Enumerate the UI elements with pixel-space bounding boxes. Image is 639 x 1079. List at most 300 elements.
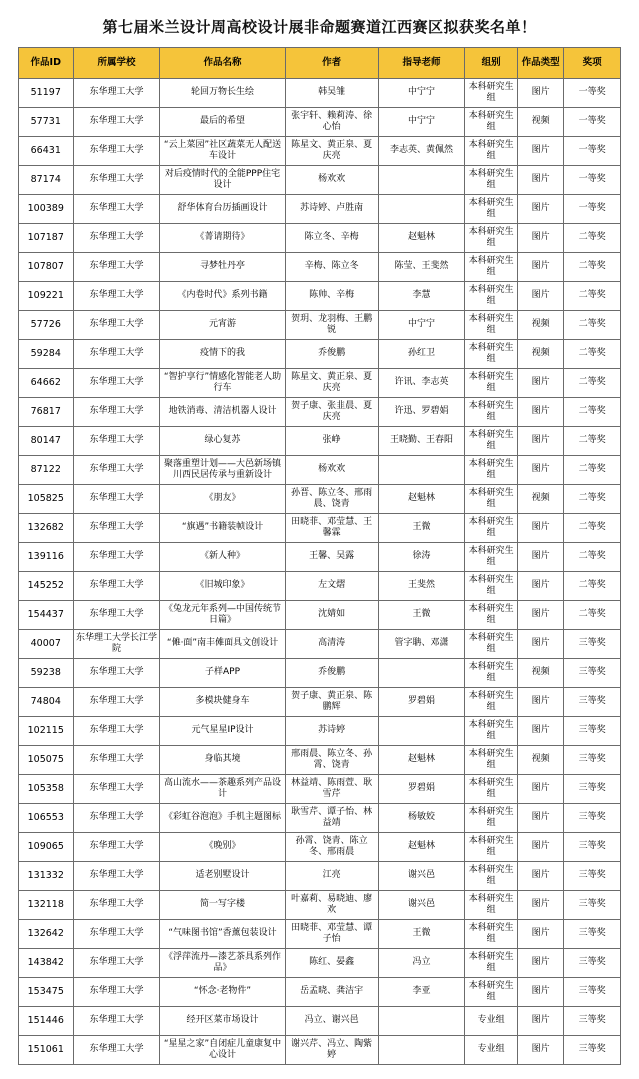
cell-school: 东华理工大学 (73, 746, 160, 775)
cell-author: 耿雪芹、谭子怡、林益靖 (285, 804, 378, 833)
cell-teacher: 谢兴邑 (378, 862, 465, 891)
table-row (19, 166, 621, 195)
cell-school: 东华理工大学 (73, 543, 160, 572)
cell-school: 东华理工大学 (73, 108, 160, 137)
cell-teacher (378, 1007, 465, 1036)
table-row (19, 775, 621, 804)
table-row (19, 456, 621, 485)
cell-school: 东华理工大学 (73, 369, 160, 398)
cell-work-id: 151061 (19, 1036, 74, 1065)
cell-work-id: 105075 (19, 746, 74, 775)
cell-group: 本科研究生组 (465, 949, 518, 978)
cell-work-name: 《浮萍流丹—漆艺茶具系列作品》 (160, 949, 285, 978)
cell-teacher: 李亚 (378, 978, 465, 1007)
cell-group: 本科研究生组 (465, 630, 518, 659)
cell-author: 贺子康、黄正泉、陈鹏辉 (285, 688, 378, 717)
cell-group: 本科研究生组 (465, 891, 518, 920)
cell-author: 陈帅、辛梅 (285, 282, 378, 311)
cell-work-id: 59284 (19, 340, 74, 369)
table-row (19, 630, 621, 659)
cell-prize: 三等奖 (564, 746, 621, 775)
cell-teacher: 王微 (378, 514, 465, 543)
cell-prize: 三等奖 (564, 804, 621, 833)
table-row (19, 108, 621, 137)
cell-school: 东华理工大学 (73, 1007, 160, 1036)
cell-group: 专业组 (465, 1036, 518, 1065)
cell-author: 杨欢欢 (285, 166, 378, 195)
table-row (19, 369, 621, 398)
cell-prize: 三等奖 (564, 920, 621, 949)
table-row (19, 543, 621, 572)
cell-prize: 三等奖 (564, 862, 621, 891)
cell-prize: 一等奖 (564, 108, 621, 137)
cell-work-name: “气味图书馆”香薰包装设计 (160, 920, 285, 949)
cell-prize: 二等奖 (564, 543, 621, 572)
cell-work-type: 视频 (517, 659, 563, 688)
cell-work-type: 图片 (517, 717, 563, 746)
cell-group: 本科研究生组 (465, 775, 518, 804)
cell-author: 张峥 (285, 427, 378, 456)
cell-work-type: 视频 (517, 485, 563, 514)
cell-work-id: 76817 (19, 398, 74, 427)
cell-author: 江亮 (285, 862, 378, 891)
cell-group: 本科研究生组 (465, 311, 518, 340)
cell-work-type: 图片 (517, 456, 563, 485)
cell-prize: 二等奖 (564, 340, 621, 369)
cell-school: 东华理工大学 (73, 340, 160, 369)
table-row (19, 659, 621, 688)
cell-school: 东华理工大学 (73, 862, 160, 891)
cell-work-name: 高山流水——茶趣系列产品设计 (160, 775, 285, 804)
cell-work-name: 绿心复苏 (160, 427, 285, 456)
cell-author: 张宇轩、赖莉涛、徐心怡 (285, 108, 378, 137)
cell-work-id: 139116 (19, 543, 74, 572)
cell-school: 东华理工大学 (73, 485, 160, 514)
cell-school: 东华理工大学 (73, 311, 160, 340)
cell-work-name: 《兔龙元年系列—中国传统节日篇》 (160, 601, 285, 630)
cell-teacher: 王微 (378, 920, 465, 949)
table-row (19, 717, 621, 746)
cell-work-name: 聚落重塑计划——大邑新场镇川西民居传承与重新设计 (160, 456, 285, 485)
cell-author: 高清涛 (285, 630, 378, 659)
cell-prize: 二等奖 (564, 369, 621, 398)
cell-work-type: 图片 (517, 195, 563, 224)
cell-work-id: 57726 (19, 311, 74, 340)
cell-work-type: 图片 (517, 833, 563, 862)
cell-work-type: 视频 (517, 311, 563, 340)
cell-work-id: 106553 (19, 804, 74, 833)
cell-author: 王馨、吴露 (285, 543, 378, 572)
cell-work-id: 100389 (19, 195, 74, 224)
cell-school: 东华理工大学 (73, 717, 160, 746)
cell-school: 东华理工大学 (73, 166, 160, 195)
cell-group: 本科研究生组 (465, 195, 518, 224)
cell-author: 贺子康、张韭晨、夏庆亮 (285, 398, 378, 427)
cell-prize: 一等奖 (564, 79, 621, 108)
cell-teacher (378, 166, 465, 195)
cell-work-name: 《新人种》 (160, 543, 285, 572)
cell-author: 林益靖、陈雨萱、耿雪芹 (285, 775, 378, 804)
cell-teacher: 中宁宁 (378, 108, 465, 137)
cell-teacher (378, 717, 465, 746)
cell-teacher: 孙红卫 (378, 340, 465, 369)
cell-work-type: 图片 (517, 1007, 563, 1036)
cell-group: 本科研究生组 (465, 79, 518, 108)
column-header-group: 组别 (465, 48, 518, 79)
cell-author: 孙霄、饶青、陈立冬、邢雨晨 (285, 833, 378, 862)
cell-work-name: “星星之家”自闭症儿童康复中心设计 (160, 1036, 285, 1065)
cell-group: 本科研究生组 (465, 978, 518, 1007)
cell-group: 本科研究生组 (465, 543, 518, 572)
table-row (19, 1036, 621, 1065)
cell-work-id: 107187 (19, 224, 74, 253)
cell-school: 东华理工大学 (73, 398, 160, 427)
cell-author: 冯立、谢兴邑 (285, 1007, 378, 1036)
cell-work-type: 图片 (517, 1036, 563, 1065)
cell-school: 东华理工大学 (73, 195, 160, 224)
cell-work-id: 143842 (19, 949, 74, 978)
table-body (19, 79, 621, 1065)
table-row (19, 833, 621, 862)
table-row (19, 282, 621, 311)
cell-author: 苏诗婷、卢胜南 (285, 195, 378, 224)
cell-school: 东华理工大学 (73, 804, 160, 833)
cell-work-name: “怀念·老物件” (160, 978, 285, 1007)
cell-prize: 二等奖 (564, 514, 621, 543)
cell-school: 东华理工大学 (73, 920, 160, 949)
cell-prize: 二等奖 (564, 601, 621, 630)
cell-work-name: “云上菜园”社区蔬菜无人配送车设计 (160, 137, 285, 166)
cell-teacher (378, 1036, 465, 1065)
cell-group: 本科研究生组 (465, 224, 518, 253)
cell-work-id: 107807 (19, 253, 74, 282)
cell-work-type: 图片 (517, 978, 563, 1007)
cell-work-id: 59238 (19, 659, 74, 688)
cell-teacher: 许迅、罗碧娟 (378, 398, 465, 427)
cell-group: 本科研究生组 (465, 804, 518, 833)
column-header-work: 作品名称 (160, 48, 285, 79)
cell-teacher: 罗碧娟 (378, 775, 465, 804)
cell-group: 本科研究生组 (465, 746, 518, 775)
cell-school: 东华理工大学 (73, 775, 160, 804)
table-row (19, 398, 621, 427)
cell-prize: 二等奖 (564, 253, 621, 282)
cell-teacher: 冯立 (378, 949, 465, 978)
cell-teacher: 陈莹、王斐然 (378, 253, 465, 282)
cell-prize: 一等奖 (564, 166, 621, 195)
cell-work-id: 154437 (19, 601, 74, 630)
cell-author: 田晓菲、邓莹慧、王馨霖 (285, 514, 378, 543)
cell-work-type: 图片 (517, 601, 563, 630)
cell-prize: 二等奖 (564, 282, 621, 311)
table-row (19, 340, 621, 369)
cell-school: 东华理工大学 (73, 79, 160, 108)
cell-teacher (378, 659, 465, 688)
table-row (19, 949, 621, 978)
column-header-author: 作者 (285, 48, 378, 79)
cell-author: 谢兴芹、冯立、陶紫婷 (285, 1036, 378, 1065)
cell-group: 本科研究生组 (465, 920, 518, 949)
cell-work-id: 151446 (19, 1007, 74, 1036)
cell-author: 沈婧如 (285, 601, 378, 630)
cell-author: 陈红、晏鑫 (285, 949, 378, 978)
cell-school: 东华理工大学 (73, 224, 160, 253)
page-title: 第七届米兰设计周高校设计展非命题赛道江西赛区拟获奖名单！ (102, 18, 537, 36)
cell-work-name: 疫情下的我 (160, 340, 285, 369)
cell-work-id: 87174 (19, 166, 74, 195)
cell-work-name: 轮回万物长生绘 (160, 79, 285, 108)
table-header-row (19, 48, 621, 79)
cell-work-type: 图片 (517, 79, 563, 108)
table-row (19, 920, 621, 949)
cell-work-type: 图片 (517, 688, 563, 717)
cell-work-id: 57731 (19, 108, 74, 137)
cell-work-id: 40007 (19, 630, 74, 659)
table-row (19, 514, 621, 543)
cell-work-id: 131332 (19, 862, 74, 891)
cell-group: 本科研究生组 (465, 572, 518, 601)
cell-teacher: 中宁宁 (378, 79, 465, 108)
cell-teacher: 徐涛 (378, 543, 465, 572)
cell-teacher: 赵魁林 (378, 746, 465, 775)
cell-work-id: 87122 (19, 456, 74, 485)
cell-work-type: 图片 (517, 253, 563, 282)
cell-work-id: 105358 (19, 775, 74, 804)
cell-work-name: 《内卷时代》系列书籍 (160, 282, 285, 311)
table-row (19, 485, 621, 514)
cell-work-name: 对后疫情时代的全能PPP住宅设计 (160, 166, 285, 195)
cell-work-id: 132642 (19, 920, 74, 949)
table-row (19, 79, 621, 108)
cell-work-type: 图片 (517, 137, 563, 166)
cell-school: 东华理工大学 (73, 282, 160, 311)
table-row (19, 224, 621, 253)
cell-prize: 二等奖 (564, 456, 621, 485)
cell-author: 田晓菲、邓莹慧、谭子怡 (285, 920, 378, 949)
table-row (19, 978, 621, 1007)
cell-school: 东华理工大学 (73, 456, 160, 485)
table-row (19, 891, 621, 920)
cell-work-name: 元宵游 (160, 311, 285, 340)
cell-work-name: “傩·面”南丰傩面具文创设计 (160, 630, 285, 659)
table-row (19, 253, 621, 282)
cell-author: 韩吴雏 (285, 79, 378, 108)
cell-school: 东华理工大学 (73, 137, 160, 166)
cell-prize: 三等奖 (564, 1036, 621, 1065)
cell-work-type: 图片 (517, 630, 563, 659)
cell-work-type: 图片 (517, 282, 563, 311)
cell-work-type: 图片 (517, 514, 563, 543)
table-row (19, 311, 621, 340)
cell-prize: 三等奖 (564, 978, 621, 1007)
cell-work-name: 简一写字楼 (160, 891, 285, 920)
cell-work-name: 身临其境 (160, 746, 285, 775)
cell-work-name: 最后的希望 (160, 108, 285, 137)
cell-work-type: 图片 (517, 891, 563, 920)
table-row (19, 804, 621, 833)
cell-author: 左文熠 (285, 572, 378, 601)
cell-school: 东华理工大学 (73, 514, 160, 543)
cell-school: 东华理工大学 (73, 572, 160, 601)
cell-group: 本科研究生组 (465, 601, 518, 630)
cell-work-name: 寻梦牡丹亭 (160, 253, 285, 282)
cell-school: 东华理工大学 (73, 427, 160, 456)
cell-group: 本科研究生组 (465, 166, 518, 195)
cell-teacher: 许讯、李志英 (378, 369, 465, 398)
cell-prize: 二等奖 (564, 427, 621, 456)
cell-work-id: 80147 (19, 427, 74, 456)
cell-work-type: 图片 (517, 427, 563, 456)
cell-work-id: 109065 (19, 833, 74, 862)
cell-group: 本科研究生组 (465, 717, 518, 746)
cell-school: 东华理工大学 (73, 949, 160, 978)
table-header (19, 48, 621, 79)
cell-teacher: 罗碧娟 (378, 688, 465, 717)
cell-author: 叶嘉莉、易晓迪、廖欢 (285, 891, 378, 920)
cell-prize: 三等奖 (564, 630, 621, 659)
cell-school: 东华理工大学长江学院 (73, 630, 160, 659)
cell-author: 陈星文、黄正泉、夏庆亮 (285, 369, 378, 398)
cell-group: 本科研究生组 (465, 427, 518, 456)
table-row (19, 1007, 621, 1036)
cell-work-type: 图片 (517, 166, 563, 195)
cell-group: 专业组 (465, 1007, 518, 1036)
cell-author: 陈立冬、辛梅 (285, 224, 378, 253)
cell-prize: 三等奖 (564, 891, 621, 920)
table-row (19, 746, 621, 775)
cell-work-name: 经开区菜市场设计 (160, 1007, 285, 1036)
cell-author: 辛梅、陈立冬 (285, 253, 378, 282)
cell-prize: 三等奖 (564, 1007, 621, 1036)
cell-group: 本科研究生组 (465, 456, 518, 485)
cell-work-name: 《朋友》 (160, 485, 285, 514)
cell-school: 东华理工大学 (73, 978, 160, 1007)
cell-prize: 二等奖 (564, 398, 621, 427)
cell-work-name: “旗遇”书籍装帧设计 (160, 514, 285, 543)
cell-work-id: 66431 (19, 137, 74, 166)
cell-school: 东华理工大学 (73, 1036, 160, 1065)
cell-work-id: 132682 (19, 514, 74, 543)
cell-work-name: 适老别墅设计 (160, 862, 285, 891)
cell-work-type: 图片 (517, 543, 563, 572)
cell-work-name: 舒华体育台历插画设计 (160, 195, 285, 224)
cell-teacher (378, 456, 465, 485)
cell-prize: 三等奖 (564, 949, 621, 978)
cell-author: 苏诗婷 (285, 717, 378, 746)
cell-work-type: 图片 (517, 862, 563, 891)
cell-work-name: 《旧城印象》 (160, 572, 285, 601)
cell-teacher: 赵魁林 (378, 833, 465, 862)
cell-work-name: 元气星星IP设计 (160, 717, 285, 746)
cell-author: 邢雨晨、陈立冬、孙霄、饶青 (285, 746, 378, 775)
cell-work-type: 视频 (517, 746, 563, 775)
cell-work-id: 145252 (19, 572, 74, 601)
table-row (19, 137, 621, 166)
cell-teacher: 赵魁林 (378, 485, 465, 514)
cell-teacher: 李慧 (378, 282, 465, 311)
cell-group: 本科研究生组 (465, 369, 518, 398)
cell-group: 本科研究生组 (465, 688, 518, 717)
cell-work-type: 图片 (517, 224, 563, 253)
cell-work-id: 153475 (19, 978, 74, 1007)
cell-group: 本科研究生组 (465, 659, 518, 688)
cell-author: 孙晋、陈立冬、邢雨晨、饶青 (285, 485, 378, 514)
cell-work-name: 多模块健身车 (160, 688, 285, 717)
cell-work-type: 视频 (517, 108, 563, 137)
cell-group: 本科研究生组 (465, 340, 518, 369)
cell-prize: 一等奖 (564, 195, 621, 224)
cell-work-id: 64662 (19, 369, 74, 398)
cell-author: 陈星文、黄正泉、夏庆亮 (285, 137, 378, 166)
cell-work-name: 子样APP (160, 659, 285, 688)
cell-author: 乔俊鹏 (285, 659, 378, 688)
cell-author: 乔俊鹏 (285, 340, 378, 369)
cell-work-type: 图片 (517, 398, 563, 427)
cell-group: 本科研究生组 (465, 253, 518, 282)
cell-school: 东华理工大学 (73, 833, 160, 862)
cell-teacher: 李志英、黄佩然 (378, 137, 465, 166)
cell-prize: 二等奖 (564, 224, 621, 253)
cell-teacher: 谢兴邑 (378, 891, 465, 920)
cell-group: 本科研究生组 (465, 485, 518, 514)
cell-work-id: 74804 (19, 688, 74, 717)
cell-work-type: 图片 (517, 920, 563, 949)
cell-prize: 二等奖 (564, 311, 621, 340)
cell-group: 本科研究生组 (465, 514, 518, 543)
cell-teacher: 王斐然 (378, 572, 465, 601)
cell-group: 本科研究生组 (465, 137, 518, 166)
cell-work-type: 图片 (517, 949, 563, 978)
table-row (19, 195, 621, 224)
cell-group: 本科研究生组 (465, 833, 518, 862)
column-header-teacher: 指导老师 (378, 48, 465, 79)
table-row (19, 601, 621, 630)
cell-teacher: 赵魁林 (378, 224, 465, 253)
cell-work-id: 109221 (19, 282, 74, 311)
cell-teacher: 杨敏姣 (378, 804, 465, 833)
cell-group: 本科研究生组 (465, 282, 518, 311)
column-header-id: 作品ID (19, 48, 74, 79)
cell-work-id: 105825 (19, 485, 74, 514)
cell-work-id: 132118 (19, 891, 74, 920)
award-list-table (18, 47, 621, 1065)
cell-work-type: 图片 (517, 572, 563, 601)
table-row (19, 862, 621, 891)
cell-work-name: 《菁请期待》 (160, 224, 285, 253)
table-row (19, 427, 621, 456)
cell-group: 本科研究生组 (465, 862, 518, 891)
cell-school: 东华理工大学 (73, 891, 160, 920)
cell-school: 东华理工大学 (73, 659, 160, 688)
cell-work-name: 《晚别》 (160, 833, 285, 862)
cell-prize: 二等奖 (564, 572, 621, 601)
cell-work-type: 图片 (517, 775, 563, 804)
cell-teacher: 中宁宁 (378, 311, 465, 340)
cell-author: 贺玥、龙羽梅、王鹏锐 (285, 311, 378, 340)
cell-prize: 三等奖 (564, 688, 621, 717)
cell-school: 东华理工大学 (73, 688, 160, 717)
cell-teacher (378, 195, 465, 224)
cell-author: 岳孟晓、龚洁宇 (285, 978, 378, 1007)
cell-teacher: 王微 (378, 601, 465, 630)
cell-group: 本科研究生组 (465, 398, 518, 427)
cell-work-type: 视频 (517, 340, 563, 369)
cell-work-name: “智护享行”情感化智能老人助行车 (160, 369, 285, 398)
cell-prize: 三等奖 (564, 775, 621, 804)
cell-work-name: 《彩虹谷泡泡》手机主题图标 (160, 804, 285, 833)
cell-work-id: 102115 (19, 717, 74, 746)
cell-prize: 三等奖 (564, 659, 621, 688)
